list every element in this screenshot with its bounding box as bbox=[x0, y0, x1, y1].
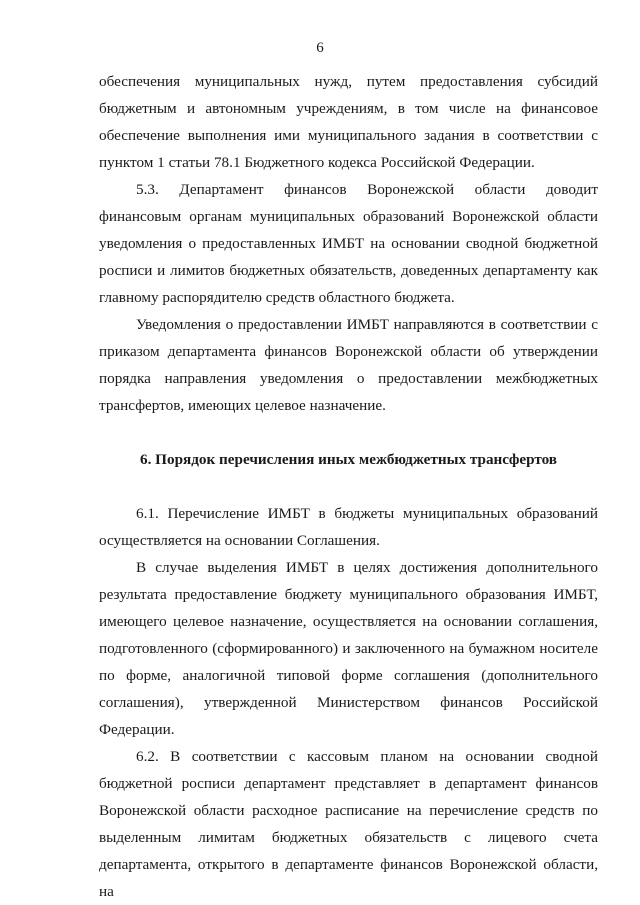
section-heading: 6. Порядок перечисления иных межбюджетных трансфертов bbox=[139, 451, 558, 468]
paragraph-continuation: обеспечения муниципальных нужд, путем предоставления субсидий бюджетным и автономным учреждениям, в том числе на финансовое обеспечение выполнения ими муниципального задания в соответствии с пунктом 1 статьи 78.1 Бюджетного кодекса Российской Федерации. bbox=[99, 73, 598, 171]
paragraph-6-1: 6.1. Перечисление ИМБТ в бюджеты муниципальных образований осуществляется на основании Соглашения. bbox=[99, 505, 598, 549]
paragraph-notifications: Уведомления о предоставлении ИМБТ направляются в соответствии с приказом департамента финансов Воронежской области об утверждении порядка направления уведомления о предоставлении межбюджетных трансфертов, имеющих целевое назначение. bbox=[99, 316, 598, 414]
document-body bbox=[99, 68, 598, 905]
page-number: 6 bbox=[316, 40, 324, 56]
paragraph-5-3: 5.3. Департамент финансов Воронежской области доводит финансовым органам муниципальных образований Воронежской области уведомления о предоставленных ИМБТ на основании сводной бюджетной росписи и лимитов бюджетных обязательств, доведенных департаменту как главному распорядителю средств областного бюджета. bbox=[99, 181, 598, 306]
paragraph-6-2: 6.2. В соответствии с кассовым планом на основании сводной бюджетной росписи департамент представляет в департамент финансов Воронежской области расходное расписание на перечисление средств по выделенным лимитам бюджетных обязательств с лицевого счета департамента, открытого в департаменте финансов Воронежской области, на bbox=[99, 748, 598, 900]
paragraph-additional-result: В случае выделения ИМБТ в целях достижения дополнительного результата предоставление бюджету муниципального образования ИМБТ, имеющего целевое назначение, осуществляется на основании соглашения, подготовленного (сформированного) и заключенного на бумажном носителе по форме, аналогичной типовой форме соглашения (дополнительного соглашения), утвержденной Министерством финансов Российской Федерации. bbox=[99, 559, 598, 738]
